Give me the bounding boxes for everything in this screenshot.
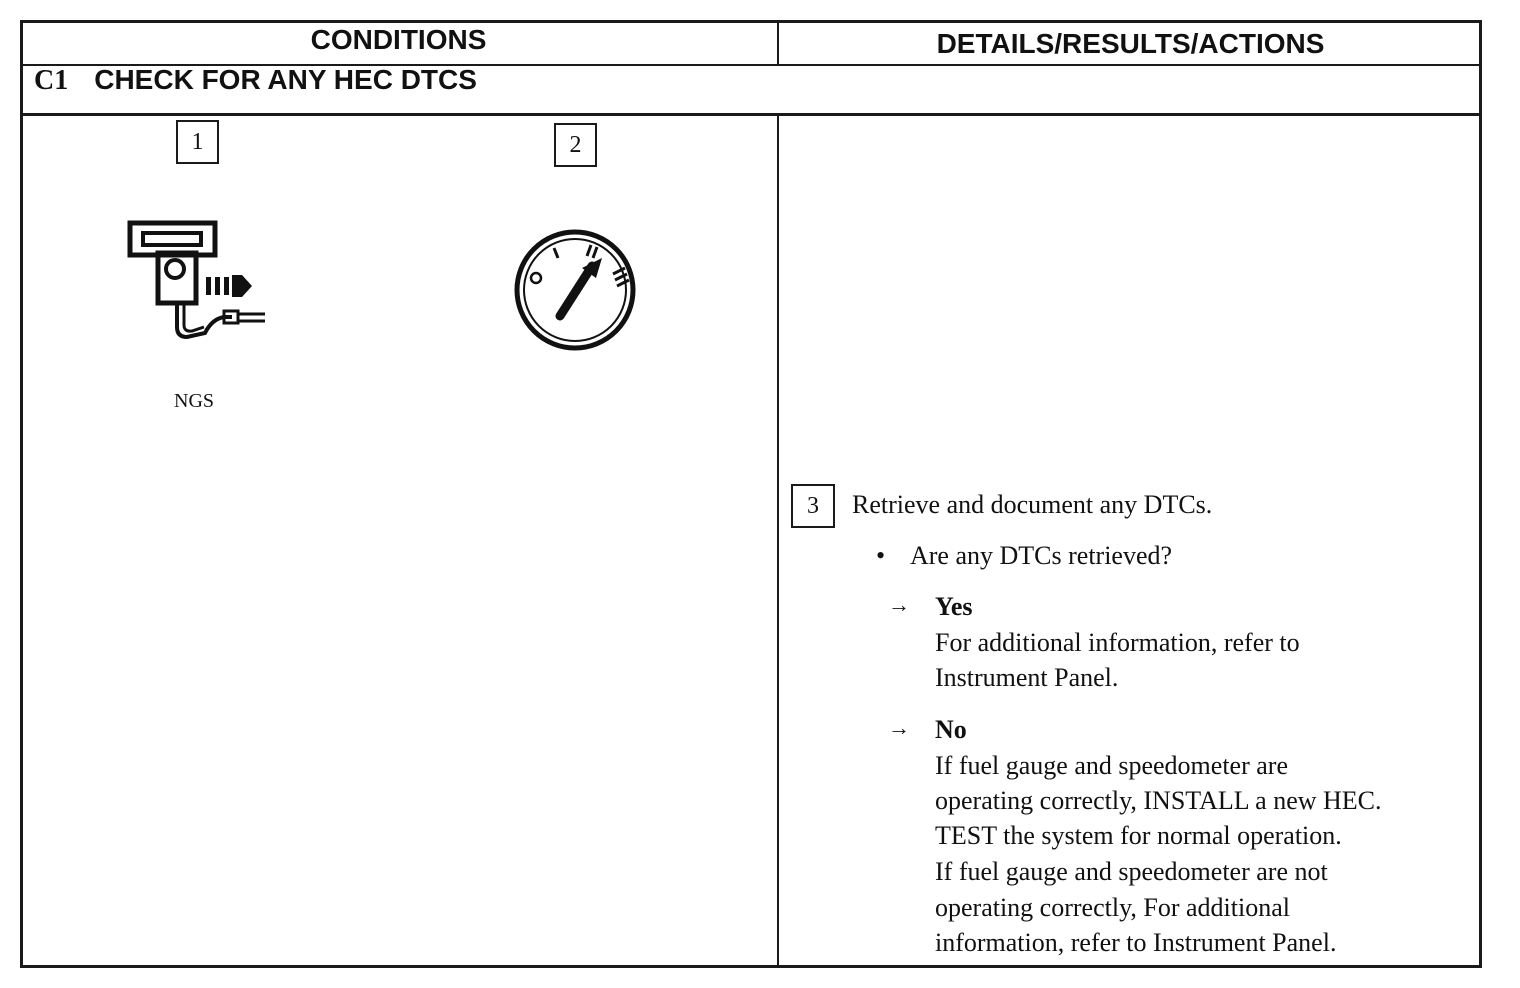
section-title	[34, 64, 477, 97]
details-header: DETAILS/RESULTS/ACTIONS	[936, 28, 1325, 59]
step-1-box: 1	[176, 120, 219, 164]
yes-text-line: Instrument Panel.	[935, 663, 1119, 692]
yes-arrow: →	[888, 592, 910, 617]
ignition-switch-icon	[512, 228, 640, 356]
step-1-caption: NGS	[174, 390, 215, 412]
section-code: C1	[34, 65, 69, 96]
section-divider	[20, 113, 1482, 116]
section-title-text: CHECK FOR ANY HEC DTCS	[94, 64, 477, 95]
question-text: Are any DTCs retrieved?	[910, 541, 1173, 570]
no-text-line: If fuel gauge and speedometer are	[935, 751, 1288, 780]
step-3-instruction: Retrieve and document any DTCs.	[852, 490, 1213, 519]
no-text-line: TEST the system for normal operation.	[935, 821, 1342, 850]
no-text-line: operating correctly, For additional	[935, 893, 1290, 922]
ngs-tester-icon	[120, 215, 280, 355]
question-bullet: •	[876, 541, 886, 570]
no-text-line: operating correctly, INSTALL a new HEC.	[935, 786, 1382, 815]
column-divider-body	[777, 113, 779, 968]
yes-label: Yes	[935, 592, 973, 621]
yes-text-line: For additional information, refer to	[935, 628, 1300, 657]
step-3-box: 3	[791, 484, 835, 528]
conditions-header: CONDITIONS	[310, 24, 487, 55]
no-arrow: →	[888, 715, 910, 740]
no-text-line: If fuel gauge and speedometer are not	[935, 857, 1328, 886]
step-2-box: 2	[554, 123, 597, 167]
no-label: No	[935, 715, 967, 744]
no-text-line: information, refer to Instrument Panel.	[935, 928, 1337, 957]
